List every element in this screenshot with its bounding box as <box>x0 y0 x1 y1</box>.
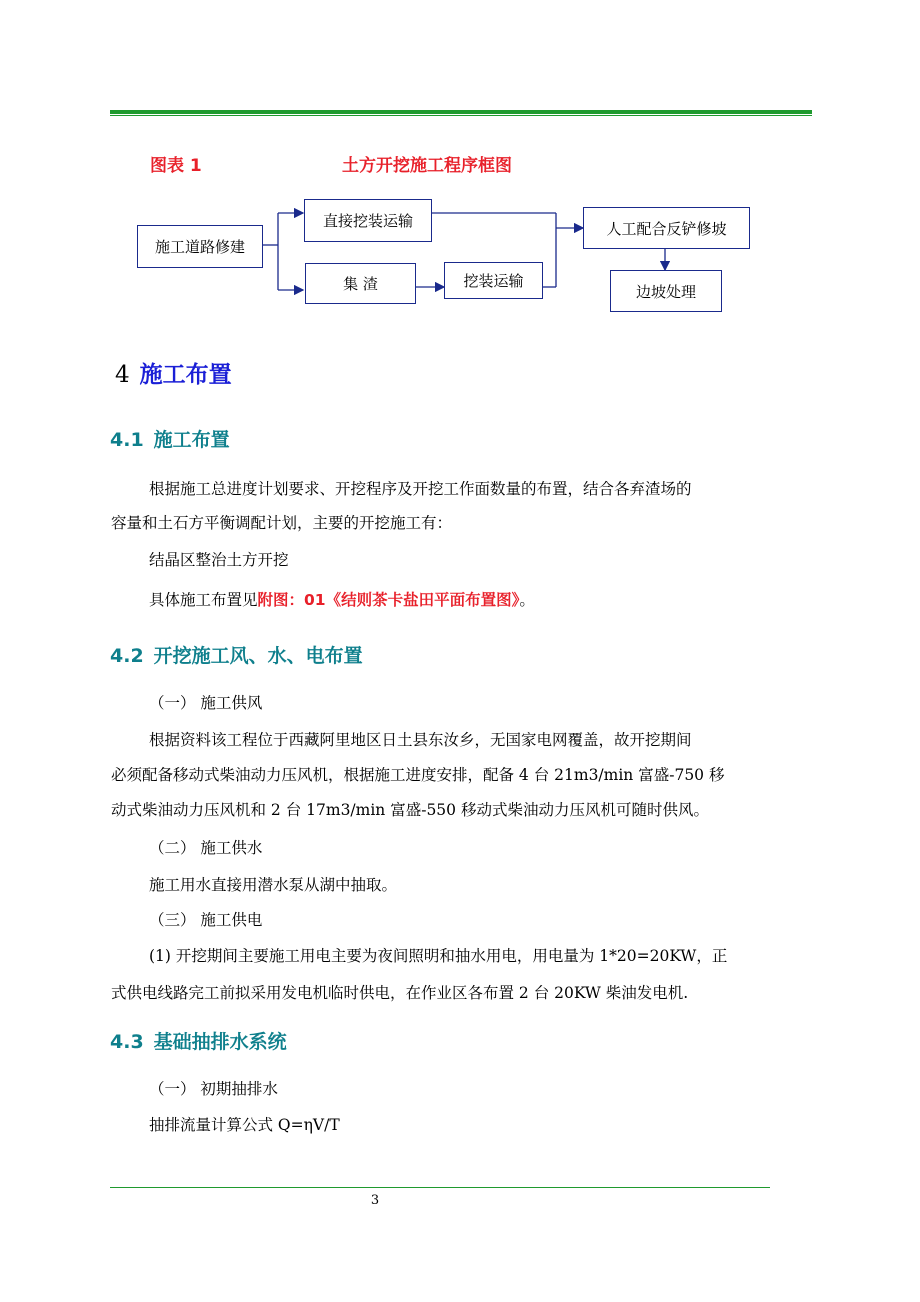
node-direct-load: 直接挖装运输 <box>304 199 432 242</box>
footer-rule <box>110 1187 770 1188</box>
page-number: 3 <box>370 1193 380 1208</box>
paragraph: 根据资料该工程位于西藏阿里地区日土县东汝乡，无国家电网覆盖，故开挖期间 <box>149 731 692 749</box>
paragraph: 根据施工总进度计划要求、开挖程序及开挖工作面数量的布置，结合各弃渣场的 <box>149 480 692 498</box>
section-4-1-heading: 4.1 施工布置 <box>110 429 230 451</box>
subheading: （二） 施工供水 <box>149 839 263 857</box>
paragraph: 必须配备移动式柴油动力压风机，根据施工进度安排，配备 4 台 21m3/min 富盛-750 移 <box>111 766 725 784</box>
paragraph: 结晶区整治土方开挖 <box>149 551 289 569</box>
section-4-title: 施工布置 <box>139 362 232 388</box>
paragraph: 施工用水直接用潜水泵从湖中抽取。 <box>149 876 398 894</box>
paragraph: 动式柴油动力压风机和 2 台 17m3/min 富盛-550 移动式柴油动力压风机可随时供风。 <box>111 801 709 819</box>
section-4-number: 4 <box>115 362 130 388</box>
node-slope: 边坡处理 <box>610 270 722 312</box>
node-collect: 集 渣 <box>305 263 416 304</box>
paragraph-reference: 具体施工布置见附图：01《结则茶卡盐田平面布置图》。 <box>149 591 535 609</box>
paragraph: (1) 开挖期间主要施工用电主要为夜间照明和抽水用电，用电量为 1*20=20KW，正 <box>149 947 728 965</box>
subheading: （一） 初期抽排水 <box>149 1080 278 1098</box>
section-4-2-heading: 4.2 开挖施工风、水、电布置 <box>110 645 363 667</box>
subheading: （一） 施工供风 <box>149 694 263 712</box>
section-4-3-heading: 4.3 基础抽排水系统 <box>110 1031 287 1053</box>
paragraph: 抽排流量计算公式 Q=ηV/T <box>149 1116 340 1134</box>
node-manual-trim: 人工配合反铲修坡 <box>583 207 750 249</box>
figure-title: 土方开挖施工程序框图 <box>342 156 512 176</box>
figure-reference-link: 附图：01《结则茶卡盐田平面布置图》 <box>257 591 520 609</box>
figure-label: 图表 1 <box>150 156 202 176</box>
node-load-transport: 挖装运输 <box>444 262 543 299</box>
paragraph: 式供电线路完工前拟采用发电机临时供电，在作业区各布置 2 台 20KW 柴油发电机. <box>111 984 689 1002</box>
paragraph: 容量和土石方平衡调配计划，主要的开挖施工有： <box>111 514 453 532</box>
node-road: 施工道路修建 <box>137 225 263 268</box>
section-4-heading <box>115 361 232 389</box>
subheading: （三） 施工供电 <box>149 911 263 929</box>
